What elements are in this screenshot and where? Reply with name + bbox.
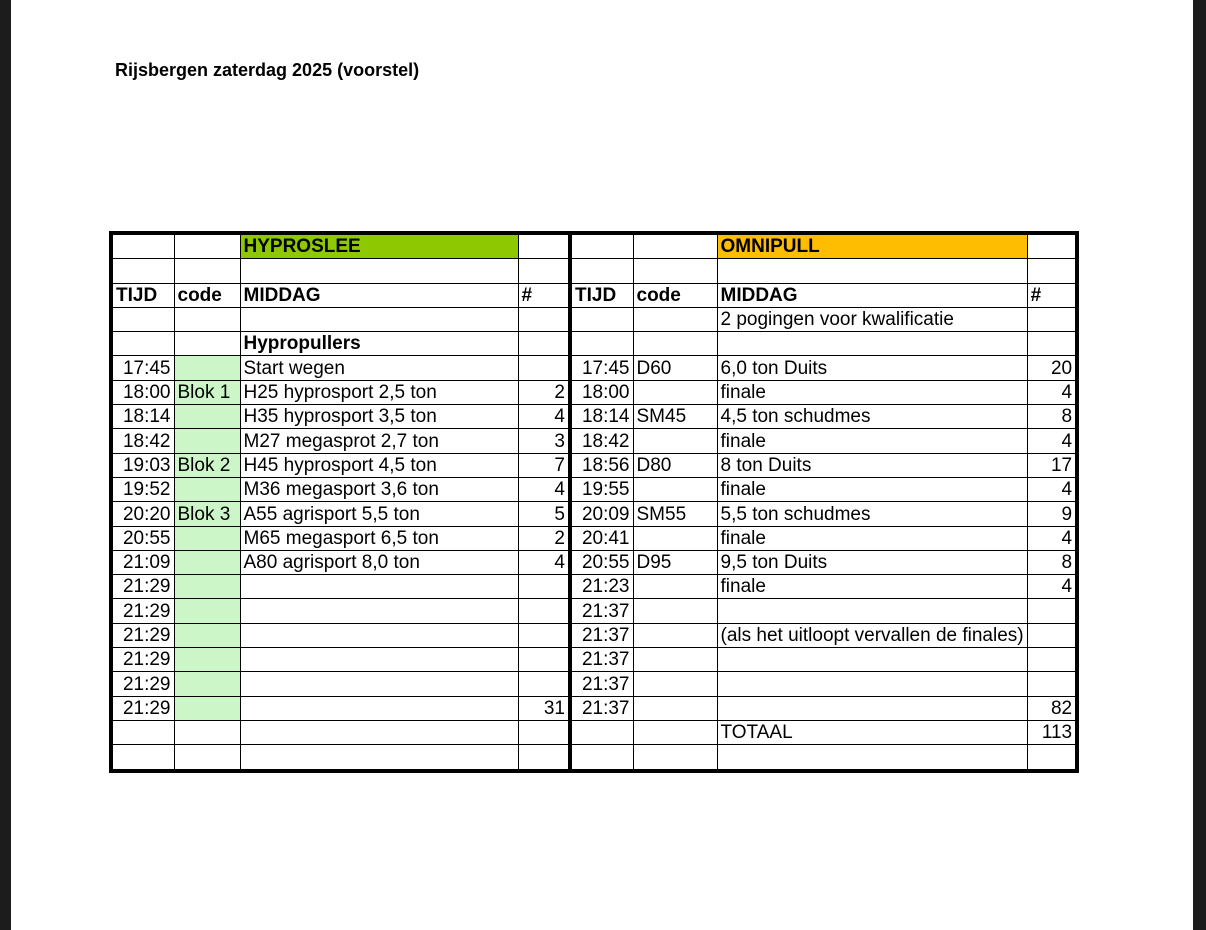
left-event-cell xyxy=(240,623,518,647)
left-count-cell xyxy=(518,575,570,599)
right-code-cell xyxy=(633,429,717,453)
right-count-cell: 4 xyxy=(1027,380,1077,404)
left-time-cell: 20:55 xyxy=(111,526,174,550)
right-time-cell: 21:37 xyxy=(570,599,633,623)
left-count-cell xyxy=(518,648,570,672)
right-time-cell: 21:37 xyxy=(570,648,633,672)
hyproslee-header: HYPROSLEE xyxy=(240,233,518,259)
left-time-cell: 18:14 xyxy=(111,405,174,429)
right-code-cell: SM45 xyxy=(633,405,717,429)
right-event-cell: (als het uitloopt vervallen de finales) xyxy=(717,623,1027,647)
right-time-cell: 20:41 xyxy=(570,526,633,550)
section-label-row xyxy=(111,332,1077,356)
right-code-cell xyxy=(633,380,717,404)
schedule-row xyxy=(111,502,1077,526)
left-event-cell xyxy=(240,575,518,599)
empty-cell xyxy=(174,745,240,771)
left-count-header: # xyxy=(518,283,570,307)
left-event-cell: H35 hyprosport 3,5 ton xyxy=(240,405,518,429)
left-time-cell: 21:29 xyxy=(111,623,174,647)
empty-cell xyxy=(518,745,570,771)
left-code-cell: Blok 3 xyxy=(174,502,240,526)
empty-cell xyxy=(633,720,717,744)
empty-cell xyxy=(174,720,240,744)
schedule-row xyxy=(111,453,1077,477)
left-event-cell: A55 agrisport 5,5 ton xyxy=(240,502,518,526)
left-time-cell: 19:52 xyxy=(111,477,174,501)
right-note: 2 pogingen voor kwalificatie xyxy=(717,307,1027,331)
right-count-cell: 9 xyxy=(1027,502,1077,526)
left-code-cell xyxy=(174,575,240,599)
right-time-cell: 19:55 xyxy=(570,477,633,501)
schedule-row xyxy=(111,623,1077,647)
left-count-cell: 3 xyxy=(518,429,570,453)
left-time-cell: 19:03 xyxy=(111,453,174,477)
left-time-cell: 18:42 xyxy=(111,429,174,453)
totaal-row xyxy=(111,720,1077,744)
right-count-cell: 20 xyxy=(1027,356,1077,380)
right-code-cell: SM55 xyxy=(633,502,717,526)
left-code-cell xyxy=(174,672,240,696)
right-count-cell xyxy=(1027,672,1077,696)
right-count-cell xyxy=(1027,599,1077,623)
left-time-cell: 21:29 xyxy=(111,599,174,623)
right-code-cell xyxy=(633,575,717,599)
right-count-header: # xyxy=(1027,283,1077,307)
left-event-cell xyxy=(240,648,518,672)
right-code-cell: D95 xyxy=(633,550,717,574)
right-event-cell: 6,0 ton Duits xyxy=(717,356,1027,380)
totaal-value: 113 xyxy=(1027,720,1077,744)
left-section-label: Hypropullers xyxy=(240,332,518,356)
omnipull-header: OMNIPULL xyxy=(717,233,1027,259)
right-event-cell: 8 ton Duits xyxy=(717,453,1027,477)
right-middag-header: MIDDAG xyxy=(717,283,1027,307)
right-time-cell: 17:45 xyxy=(570,356,633,380)
note-row xyxy=(111,307,1077,331)
left-event-cell: M36 megasport 3,6 ton xyxy=(240,477,518,501)
left-event-cell: H25 hyprosport 2,5 ton xyxy=(240,380,518,404)
right-event-cell xyxy=(717,696,1027,720)
left-code-cell xyxy=(174,356,240,380)
right-code-cell xyxy=(633,477,717,501)
empty-cell xyxy=(570,745,633,771)
right-code-cell xyxy=(633,526,717,550)
left-code-cell xyxy=(174,648,240,672)
schedule-row xyxy=(111,477,1077,501)
right-count-cell: 8 xyxy=(1027,405,1077,429)
right-event-cell: 9,5 ton Duits xyxy=(717,550,1027,574)
right-event-cell: finale xyxy=(717,429,1027,453)
right-time-cell: 20:55 xyxy=(570,550,633,574)
left-time-cell: 17:45 xyxy=(111,356,174,380)
right-event-cell: finale xyxy=(717,477,1027,501)
right-event-cell xyxy=(717,672,1027,696)
left-code-cell: Blok 2 xyxy=(174,453,240,477)
right-count-cell: 8 xyxy=(1027,550,1077,574)
right-time-cell: 21:37 xyxy=(570,623,633,647)
left-count-cell: 2 xyxy=(518,380,570,404)
left-code-cell xyxy=(174,550,240,574)
left-event-cell: A80 agrisport 8,0 ton xyxy=(240,550,518,574)
left-event-cell xyxy=(240,672,518,696)
left-count-cell xyxy=(518,623,570,647)
left-time-cell: 21:29 xyxy=(111,648,174,672)
left-time-cell: 21:29 xyxy=(111,696,174,720)
schedule-row xyxy=(111,405,1077,429)
page-title: Rijsbergen zaterdag 2025 (voorstel) xyxy=(115,60,420,80)
empty-cell xyxy=(111,745,174,771)
left-event-cell xyxy=(240,599,518,623)
right-time-cell: 18:42 xyxy=(570,429,633,453)
left-event-cell: Start wegen xyxy=(240,356,518,380)
left-time-cell: 21:29 xyxy=(111,672,174,696)
empty-cell xyxy=(111,720,174,744)
left-middag-header: MIDDAG xyxy=(240,283,518,307)
left-count-cell: 7 xyxy=(518,453,570,477)
left-code-cell xyxy=(174,696,240,720)
right-count-cell: 17 xyxy=(1027,453,1077,477)
left-code-cell: Blok 1 xyxy=(174,380,240,404)
left-code-cell xyxy=(174,477,240,501)
right-time-cell: 18:14 xyxy=(570,405,633,429)
empty-cell xyxy=(240,720,518,744)
empty-cell xyxy=(518,720,570,744)
schedule-row xyxy=(111,672,1077,696)
right-count-cell: 4 xyxy=(1027,526,1077,550)
column-header-row xyxy=(111,283,1077,307)
right-time-cell: 21:23 xyxy=(570,575,633,599)
right-event-cell: finale xyxy=(717,526,1027,550)
left-event-cell xyxy=(240,696,518,720)
left-count-cell xyxy=(518,599,570,623)
right-time-cell: 20:09 xyxy=(570,502,633,526)
empty-cell xyxy=(240,745,518,771)
empty-cell xyxy=(570,720,633,744)
right-count-cell xyxy=(1027,623,1077,647)
schedule-row xyxy=(111,648,1077,672)
schedule-row xyxy=(111,575,1077,599)
right-event-cell xyxy=(717,599,1027,623)
right-code-cell: D80 xyxy=(633,453,717,477)
document-page xyxy=(11,0,1193,930)
right-time-cell: 21:37 xyxy=(570,672,633,696)
right-count-cell: 82 xyxy=(1027,696,1077,720)
right-count-cell xyxy=(1027,648,1077,672)
right-count-cell: 4 xyxy=(1027,477,1077,501)
left-count-cell: 4 xyxy=(518,405,570,429)
left-count-cell: 2 xyxy=(518,526,570,550)
empty-cell xyxy=(633,745,717,771)
left-time-cell: 18:00 xyxy=(111,380,174,404)
blank-row xyxy=(111,745,1077,771)
left-code-cell xyxy=(174,405,240,429)
right-code-cell xyxy=(633,672,717,696)
right-count-cell: 4 xyxy=(1027,575,1077,599)
left-event-cell: M65 megasport 6,5 ton xyxy=(240,526,518,550)
totaal-label: TOTAAL xyxy=(717,720,1027,744)
right-tijd-header: TIJD xyxy=(570,283,633,307)
left-code-cell xyxy=(174,429,240,453)
empty-cell xyxy=(1027,745,1077,771)
right-code-cell xyxy=(633,696,717,720)
schedule-row xyxy=(111,429,1077,453)
right-code-header: code xyxy=(633,283,717,307)
right-event-cell: finale xyxy=(717,575,1027,599)
right-code-cell: D60 xyxy=(633,356,717,380)
schedule-row xyxy=(111,599,1077,623)
right-time-cell: 18:00 xyxy=(570,380,633,404)
left-count-cell: 31 xyxy=(518,696,570,720)
right-code-cell xyxy=(633,599,717,623)
right-count-cell: 4 xyxy=(1027,429,1077,453)
left-event-cell: H45 hyprosport 4,5 ton xyxy=(240,453,518,477)
left-code-cell xyxy=(174,599,240,623)
left-code-cell xyxy=(174,623,240,647)
schedule-row xyxy=(111,356,1077,380)
left-tijd-header: TIJD xyxy=(111,283,174,307)
right-event-cell: 5,5 ton schudmes xyxy=(717,502,1027,526)
right-event-cell: 4,5 ton schudmes xyxy=(717,405,1027,429)
left-code-header: code xyxy=(174,283,240,307)
left-code-cell xyxy=(174,526,240,550)
schedule-row xyxy=(111,696,1077,720)
left-time-cell: 20:20 xyxy=(111,502,174,526)
left-count-cell xyxy=(518,356,570,380)
left-count-cell xyxy=(518,672,570,696)
left-count-cell: 5 xyxy=(518,502,570,526)
left-time-cell: 21:09 xyxy=(111,550,174,574)
empty-cell xyxy=(717,745,1027,771)
left-count-cell: 4 xyxy=(518,477,570,501)
schedule-row xyxy=(111,550,1077,574)
blank-row xyxy=(111,259,1077,283)
right-code-cell xyxy=(633,623,717,647)
left-event-cell: M27 megasprot 2,7 ton xyxy=(240,429,518,453)
schedule-row xyxy=(111,526,1077,550)
right-time-cell: 21:37 xyxy=(570,696,633,720)
right-time-cell: 18:56 xyxy=(570,453,633,477)
left-time-cell: 21:29 xyxy=(111,575,174,599)
right-event-cell: finale xyxy=(717,380,1027,404)
schedule-row xyxy=(111,380,1077,404)
right-event-cell xyxy=(717,648,1027,672)
left-count-cell: 4 xyxy=(518,550,570,574)
schedule-table xyxy=(109,231,1079,773)
right-code-cell xyxy=(633,648,717,672)
section-header-row xyxy=(111,233,1077,259)
